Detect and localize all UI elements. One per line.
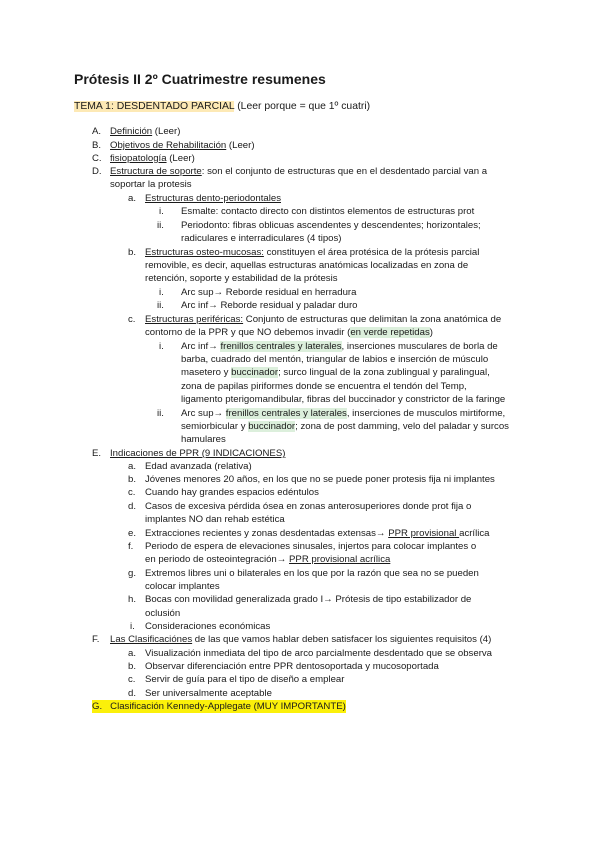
list-item-objetivos [110,139,255,152]
list-item-text: Cuando hay grandes espacios edéntulos [145,487,319,498]
list-item-text: : son el conjunto de estructuras que en el desdentado parcial van a [201,166,488,177]
list-marker: ii. [157,220,164,231]
list-item-text [181,340,498,353]
list-marker: b. [128,661,137,672]
section-heading [74,100,370,114]
list-item-text: oclusión [145,608,181,619]
list-item-text: Jóvenes menores 20 años, en los que no se puede poner protesis fija ni implantes [145,474,495,485]
list-marker: F. [92,634,100,645]
list-item-text [181,407,505,420]
list-item-perifericas [145,313,501,326]
list-item-link: Objetivos de Rehabilitación [110,140,227,151]
list-marker: A. [92,126,102,137]
list-marker: g. [128,568,137,579]
list-item-text: Observar diferenciación entre PPR dentosoportada y mucosoportada [145,661,439,672]
list-marker: b. [128,247,137,258]
list-item-link: Indicaciones de PPR (9 INDICACIONES) [110,448,286,459]
list-marker: ii. [157,300,164,311]
list-marker: f. [128,541,134,552]
list-item-text: constituyen el área protésica de la prótesis parcial [263,247,480,258]
list-item-text [181,420,509,433]
list-item-text: Conjunto de estructuras que delimitan la zona anatómica de [243,314,502,325]
list-item-text [145,553,390,566]
list-item-estructura-soporte [110,165,487,178]
page-title: Prótesis II 2º Cuatrimestre resumenes [74,71,326,87]
list-item-text [145,527,490,540]
text-run: masetero y [181,367,232,378]
text-run: ; zona de post damming, velo del paladar y surcos [295,421,509,432]
list-marker: D. [92,166,102,177]
list-item-text: Servir de guía para el tipo de diseño a emplear [145,674,345,685]
list-item-text: removible, es decir, aquellas estructuras anatómicas localizadas en zona de [145,260,469,271]
list-item-text: Ser universalmente aceptable [145,688,272,699]
list-item-text: Visualización inmediata del tipo de arco parcialmente desdentado que se observa [145,648,493,659]
list-marker: i. [159,206,164,217]
list-item-text: (Leer) [166,153,195,164]
text-run: Arc inf→ [181,341,221,352]
list-marker: e. [128,528,137,539]
list-item-link: Estructuras dento-periodontales [145,193,281,204]
list-marker: h. [128,594,137,605]
text-run: en periodo de osteointegración→ [145,554,290,565]
list-marker: ii. [157,408,164,419]
list-item-text: Consideraciones económicas [145,621,271,632]
list-item-link: Estructuras periféricas: [145,314,244,325]
highlight-green: frenillos centrales y laterales [225,408,347,419]
highlight-green: frenillos centrales y laterales [220,341,342,352]
text-run: , inserciones musculares de borla de [341,341,498,352]
list-item-definicion [110,125,180,138]
list-item-text: Periodonto: fibras oblicuas ascendentes y descendentes; horizontales; [181,220,481,231]
list-marker: d. [128,501,137,512]
list-marker: c. [128,487,136,498]
list-item-text: soportar la protesis [110,179,192,190]
list-item-fisiopatologia [110,152,195,165]
list-item-text: (Leer) [152,126,181,137]
list-marker: a. [128,193,137,204]
text-run: acrílica [459,528,490,539]
list-marker: i. [130,621,135,632]
list-marker: a. [128,461,137,472]
list-marker: G. [92,701,103,712]
list-item-text: hamulares [181,434,226,445]
list-item-link: PPR provisional [388,528,460,539]
list-item-osteo-mucosas [145,246,479,259]
list-item-text: ligamento pterigomandibular, fibras del buccinador y constrictor de la faringe [181,394,506,405]
list-item-text: zona de papilas piriformes donde se encuentra el tendón del Temp, [181,381,467,392]
highlight-green: en verde repetidas [350,327,430,338]
list-item-link: fisiopatología [110,153,167,164]
list-item-link: Las Clasificaciónes [110,634,193,645]
section-heading-label: TEMA 1: DESDENTADO PARCIAL [74,101,235,112]
list-item-link: Estructura de soporte [110,166,202,177]
list-marker: a. [128,648,137,659]
list-item-text: Edad avanzada (relativa) [145,461,252,472]
list-item-text: Casos de excesiva pérdida ósea en zonas anterosuperiores donde prot fija o [145,501,472,512]
list-item-text: Arc sup→ Reborde residual en herradura [181,287,357,298]
text-run: Arc sup→ [181,408,226,419]
text-run: , inserciones de musculos mirtiforme, [346,408,506,419]
list-item-text: colocar implantes [145,581,220,592]
list-marker: d. [128,688,137,699]
list-item-text: Periodo de espera de elevaciones sinusales, injertos para colocar implantes o [145,541,477,552]
list-item-text [181,366,490,379]
list-item-link: Definición [110,126,153,137]
list-item-link: Estructuras osteo-mucosas: [145,247,264,258]
list-marker: E. [92,448,102,459]
list-item-text: (Leer) [226,140,255,151]
list-marker: c. [128,314,136,325]
list-marker: c. [128,674,136,685]
list-item-text: retención, soporte y estabilidad de la prótesis [145,273,338,284]
list-item-clasificaciones [110,633,491,646]
section-heading-note: (Leer porque = que 1º cuatri) [234,101,371,112]
list-marker: C. [92,153,102,164]
list-item-text: Arc inf→ Reborde residual y paladar duro [181,300,358,311]
list-item-text: barba, cuadrado del mentón, triangular de labios e inserción de músculo [181,354,489,365]
list-item-text: de las que vamos hablar deben satisfacer los siguientes requisitos (4) [192,634,492,645]
text-run: ) [429,327,433,338]
list-item-text [145,326,433,339]
highlight-green: buccinador [231,367,279,378]
highlight-green: buccinador [248,421,296,432]
list-item-text: implantes NO dan rehab estética [145,514,285,525]
list-item-link: PPR provisional acrílica [289,554,391,565]
text-run: contorno de la PPR y que NO debemos invadir ( [145,327,351,338]
text-run: Extracciones recientes y zonas desdentadas extensas→ [145,528,389,539]
list-marker: B. [92,140,102,151]
list-item-text: radiculares e interradiculares (4 tipos) [181,233,342,244]
list-marker: i. [159,341,164,352]
list-marker: i. [159,287,164,298]
list-marker: b. [128,474,137,485]
list-item-text: Esmalte: contacto directo con distintos elementos de estructuras prot [181,206,475,217]
list-item-text: Bocas con movilidad generalizada grado I→ Prótesis de tipo estabilizador de [145,594,472,605]
list-item-text: Extremos libres uni o bilaterales en los que por la razón que sea no se pueden [145,568,479,579]
highlighted-item-kennedy [92,700,346,713]
list-item-text: Clasificación Kennedy-Applegate (MUY IMPORTANTE) [110,701,346,712]
text-run: ; surco lingual de la zona zublingual y paralingual, [278,367,490,378]
text-run: semiorbicular y [181,421,249,432]
